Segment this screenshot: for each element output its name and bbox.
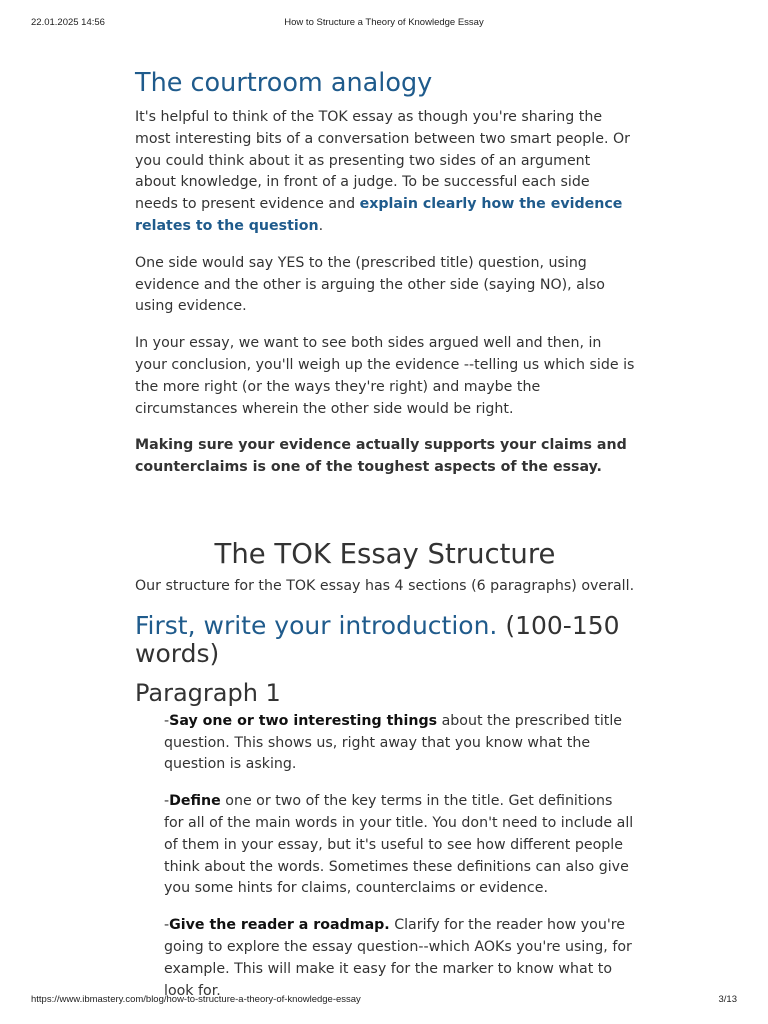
list-item: -Say one or two interesting things about the prescribed title question. This shows us, right away that you know what the question is asking. xyxy=(164,712,623,773)
article-content xyxy=(135,66,635,1002)
structure-heading: The TOK Essay Structure xyxy=(214,537,556,570)
courtroom-paragraph-4: Making sure your evidence actually supports your claims and counterclaims is one of the toughest aspects of the essay. xyxy=(135,437,627,476)
structure-intro: Our structure for the TOK essay has 4 sections (6 paragraphs) overall. xyxy=(135,577,635,594)
print-datetime: 22.01.2025 14:56 xyxy=(31,17,105,28)
introduction-heading-rest: (100-150 words) xyxy=(135,610,620,668)
list-item-bold: Give the reader a roadmap. xyxy=(169,917,390,934)
list-item: -Define one or two of the key terms in the title. Get definitions for all of the main words in your title. You don't need to include all of them in your essay, but it's useful to see how different people think about the words. Sometimes these definitions can also give you some hints for claims, counterclaims or evidence. xyxy=(164,793,634,897)
courtroom-paragraph-3: In your essay, we want to see both sides argued well and then, in your conclusion, you'll weigh up the evidence --telling us which side is the more right (or the ways they're right) and maybe the circumstances wherein the other side would be right. xyxy=(135,335,635,417)
print-doc-title: How to Structure a Theory of Knowledge Essay xyxy=(284,17,484,28)
courtroom-paragraph-2: One side would say YES to the (prescribed title) question, using evidence and the other is arguing the other side (saying NO), also using evidence. xyxy=(135,254,605,315)
print-footer xyxy=(0,994,768,1008)
list-item: -Give the reader a roadmap. Clarify for the reader how you're going to explore the essay question--which AOKs you're using, for example. This will make it easy for the marker to know what to look for. xyxy=(164,917,632,999)
paragraph-1-heading: Paragraph 1 xyxy=(135,678,281,707)
page-number: 3/13 xyxy=(718,994,737,1005)
courtroom-heading: The courtroom analogy xyxy=(135,68,433,98)
list-item-bold: Say one or two interesting things xyxy=(169,712,438,729)
introduction-heading xyxy=(135,612,635,668)
introduction-heading-blue: First, write your introduction. xyxy=(135,610,498,640)
print-url: https://www.ibmastery.com/blog/how-to-structure-a-theory-of-knowledge-essay xyxy=(31,994,361,1005)
courtroom-p1-highlight: explain clearly how the evidence relates to the question xyxy=(135,196,623,234)
courtroom-p1-end: . xyxy=(318,217,324,234)
list-item-bold: Define xyxy=(169,793,221,810)
courtroom-paragraph-1 xyxy=(135,107,635,238)
print-header xyxy=(0,17,768,31)
courtroom-p1-text: It's helpful to think of the TOK essay as though you're sharing the most interesting bits of a conversation between two smart people. Or you could think about it as presenting two sides of an argument about knowledge, in front of a judge. To be successful each side needs to present evidence and xyxy=(135,109,630,213)
paragraph-1-list xyxy=(135,711,635,1003)
